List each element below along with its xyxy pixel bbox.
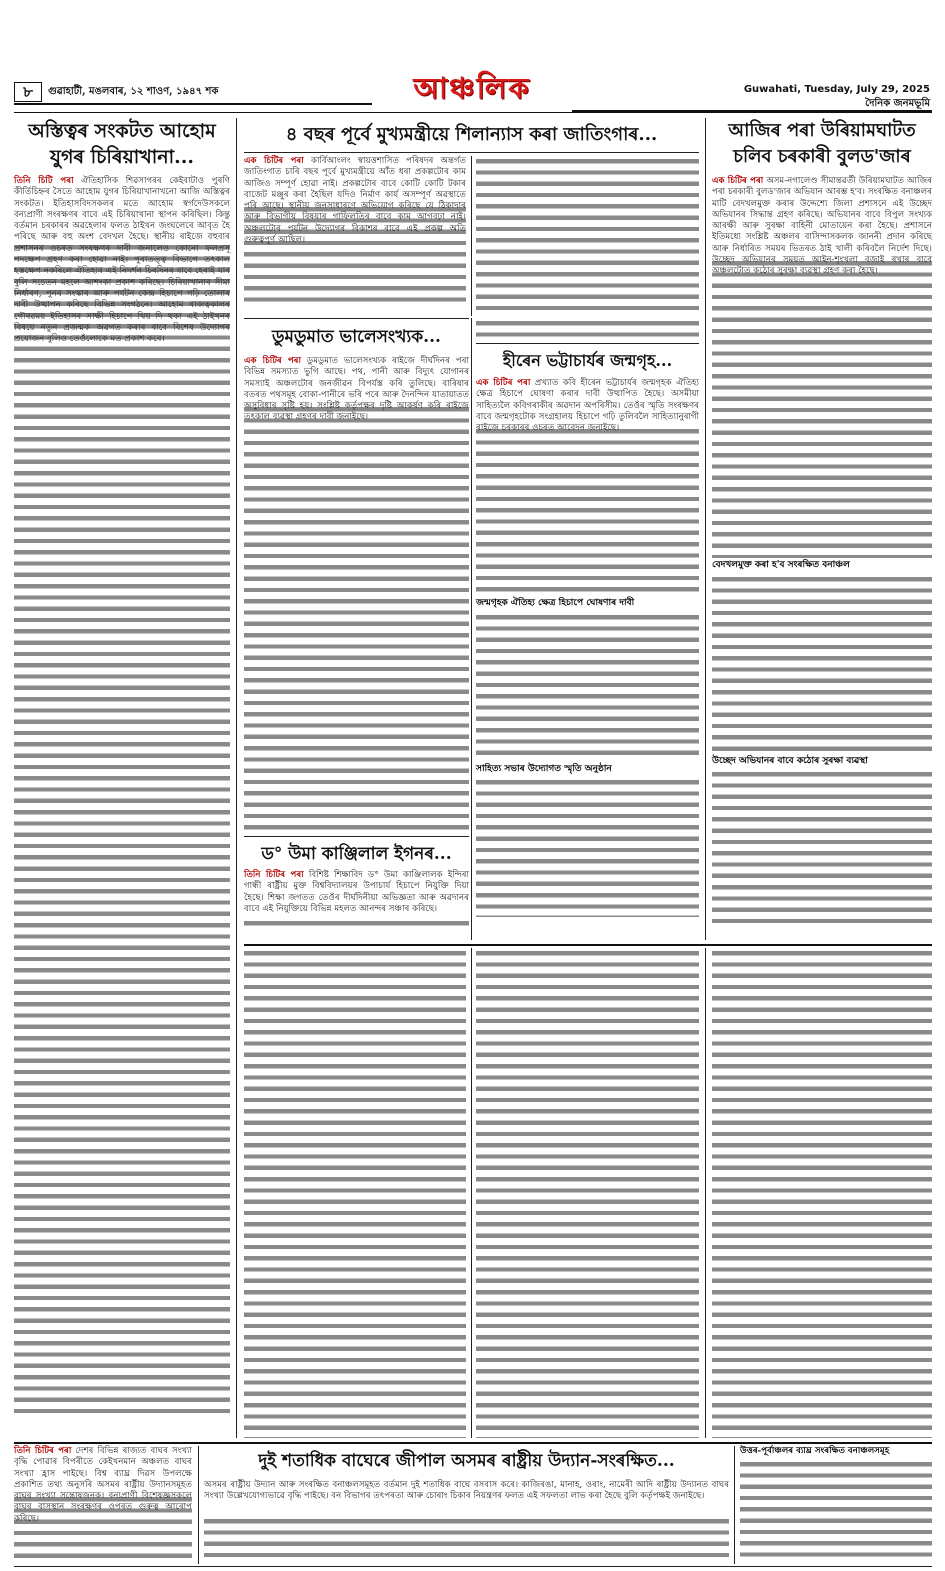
uma-headline: ড° উমা কাঞ্জিলাল ইগনৰ... bbox=[261, 844, 452, 864]
dumduma-body-continued bbox=[244, 404, 469, 832]
uma-body-text: বিশিষ্ট শিক্ষাবিদ ড° উমা কাঞ্জিলালক ইন্দিৰা গান্ধী ৰাষ্ট্ৰীয় মুক্ত বিশ্ববিদ্যালয়ৰ উপাচাৰ্য হিচাপে নিযুক্তি দিয়া হৈছে। শিক্ষা জগতত তেওঁৰ দীৰ্ঘদিনীয়া অভিজ্ঞতা আৰু অৱদানৰ বাবে এই নিযুক্তিয়ে বিভিন্ন মহলত আনন্দৰ সঞ্চাৰ কৰিছে। bbox=[244, 870, 470, 914]
tiger-left-body bbox=[14, 1446, 192, 1524]
uma-article bbox=[244, 840, 469, 940]
date-bengali: গুৱাহাটী, মঙলবাৰ, ১২ শাওণ, ১৯৪৭ শক bbox=[48, 86, 219, 97]
hiren-body-continued-2 bbox=[476, 612, 699, 762]
left-body-continued bbox=[14, 242, 230, 1417]
right-lower-col bbox=[712, 948, 932, 1438]
dumduma-article bbox=[244, 322, 469, 834]
page-number: ৮ bbox=[14, 82, 42, 102]
hiren-article bbox=[476, 346, 699, 940]
left-headline-2: যুগৰ চিৰিয়াখানা... bbox=[50, 146, 194, 168]
hiren-body-continued-1 bbox=[476, 426, 699, 596]
mid-article-1-col2 bbox=[476, 156, 699, 316]
right-body-continued-3 bbox=[712, 769, 932, 929]
right-body-continued-1 bbox=[712, 258, 932, 558]
rule-tiger-right bbox=[734, 1446, 735, 1564]
left-body bbox=[14, 176, 230, 345]
masthead bbox=[0, 0, 945, 112]
rule-left bbox=[236, 118, 237, 1438]
uma-body bbox=[244, 870, 469, 916]
hiren-dateline: এক চিটিৰ পৰা bbox=[476, 378, 531, 388]
section-title: আঞ্চলিক bbox=[413, 71, 531, 105]
tiger-main-body-continued bbox=[204, 1516, 729, 1562]
mid-headline: ৪ বছৰ পূৰ্বে মুখ্যমন্ত্ৰীয়ে শিলান্যাস কৰা জাতিংগাৰ... bbox=[285, 124, 658, 145]
masthead-rule-bottom bbox=[14, 112, 932, 113]
dumduma-dateline: এক চিটিৰ পৰা bbox=[244, 356, 302, 366]
bottom-section-rule bbox=[244, 944, 932, 946]
rule-mid-inner-2 bbox=[471, 318, 472, 940]
rule-right-lower bbox=[705, 948, 706, 1438]
tiger-rule-top bbox=[14, 1442, 932, 1444]
right-headline-2: চলিব চৰকাৰী বুলড'জাৰ bbox=[733, 146, 911, 167]
right-dateline: এক চিটিৰ পৰা bbox=[712, 176, 764, 186]
tiger-subhead: উত্তৰ-পূৰ্বাঞ্চলৰ ব্যাঘ্ৰ সংৰক্ষিত বনাঞ্চলসমূহ bbox=[740, 1446, 890, 1456]
hiren-subhead-1: জন্মগৃহক ঐতিহ্য ক্ষেত্ৰ হিচাপে ঘোষণাৰ দাবী bbox=[476, 598, 635, 608]
right-headline-1: আজিৰ পৰা উৰিয়ামঘাটত bbox=[728, 120, 916, 141]
uma-body-continued bbox=[244, 918, 469, 930]
dumduma-body-text: ডুমডুমাত ভালেসংখ্যক ৰাইজে দীৰ্ঘদিনৰ পৰা বিভিন্ন সমস্যাত ভুগি আছে। পথ, পানী আৰু বিদ্যুৎ যোগানৰ সমস্যাই অঞ্চলটোৰ জনজীৱন বিপৰ্যস্ত কৰি তুলিছে। বাৰিষাৰ বতৰত পথসমূহ বোকা-পানীৰে ভৰি পৰে আৰু দৈনন্দিন যাতায়াতত অসুবিধাৰ সৃষ্টি হয়। সংশ্লিষ্ট কৰ্তৃপক্ষৰ দৃষ্টি আকৰ্ষণ কৰি ৰাইজে তৎকাল ব্যৱস্থা গ্ৰহণৰ দাবী জনাইছে। bbox=[244, 356, 470, 423]
mid-headline-rule bbox=[244, 152, 699, 153]
hiren-body-continued-3 bbox=[476, 777, 699, 917]
uma-dateline: তিনি চিটিৰ পৰা bbox=[244, 870, 304, 880]
mid-lower-col2 bbox=[476, 948, 699, 1438]
right-article bbox=[712, 118, 932, 940]
left-article bbox=[14, 118, 230, 1438]
right-body bbox=[712, 176, 933, 277]
masthead-rule-top bbox=[14, 103, 372, 105]
hiren-body-text: প্ৰখ্যাত কবি হীৰেন ভট্টাচাৰ্যৰ জন্মগৃহক ঐতিহ্য ক্ষেত্ৰ হিচাপে ঘোষণা কৰাৰ দাবী উত্থাপিত হৈছে। অসমীয়া সাহিত্যলৈ কবিগৰাকীৰ অৱদান অপৰিসীম। তেওঁৰ স্মৃতি সংৰক্ষণৰ বাবে জন্মগৃহটোক সংগ্ৰহালয় হিচাপে গঢ়ি তুলিবলৈ সাহিত্যানুৰাগী ৰাইজে চৰকাৰৰ ওচৰত আবেদন জনাইছে। bbox=[476, 378, 700, 434]
mid-dateline-1: এক চিটিৰ পৰা bbox=[244, 156, 304, 166]
mid-article-1 bbox=[244, 156, 466, 316]
mid-headline-box bbox=[244, 118, 699, 152]
rule-tiger-left bbox=[198, 1446, 199, 1564]
dumduma-rule-top bbox=[244, 318, 469, 319]
hiren-body bbox=[476, 378, 700, 434]
tiger-main-body: অসমৰ ৰাষ্ট্ৰীয় উদ্যান আৰু সংৰক্ষিত বনাঞ্চলসমূহত বৰ্তমান দুই শতাধিক বাঘে বসবাস কৰে। কাজিৰঙা, মানাহ, ওৰাং, নামেৰী আদি ৰাষ্ট্ৰীয় উদ্যানত বাঘৰ সংখ্যা উল্লেখযোগ্যভাৱে বৃদ্ধি পাইছে। বন বিভাগৰ তৎপৰতা আৰু চোৰাং চিকাৰ নিয়ন্ত্ৰণৰ ফলত এই সফলতা লাভ কৰা হৈছে বুলি কৰ্তৃপক্ষই জনাইছে। bbox=[204, 1480, 729, 1502]
paper-name: দৈনিক জনমভূমি bbox=[865, 98, 930, 109]
tiger-left-dateline: তিনি চিটিৰ পৰা bbox=[14, 1446, 72, 1456]
tiger-main-cols bbox=[204, 1480, 729, 1564]
dumduma-headline: ডুমডুমাত ভালেসংখ্যক... bbox=[272, 327, 441, 347]
left-body-text: ঐতিহাসিক শিৱসাগৰৰ কেইবাটাও পুৰণি কীৰ্তিচিহ্নৰ সৈতে আহোম যুগৰ চিৰিয়াখানাখনো আজি অস্তিত্বৰ সংকটত। ইতিহাসবিদসকলৰ মতে আহোম স্বৰ্গদেউসকলে বন্যপ্ৰাণী সংৰক্ষণৰ বাবে এই চিৰিয়াখানা স্থাপন কৰিছিল। কিন্তু বৰ্তমান চৰকাৰৰ অৱহেলাৰ ফলত ঠাইখন জংঘলেৰে আবৃত হৈ পৰিছে আৰু বহু অংশ বেদখল হৈছে। স্থানীয় ৰাইজে বহুবাৰ প্ৰশাসনৰ ওচৰত সংৰক্ষণৰ দাবী জনালেও কোনো ফলপ্ৰসূ পদক্ষেপ গ্ৰহণ কৰা হোৱা নাই। পুৰাতত্ত্ব বিভাগে তৎকাল হস্তক্ষেপ নকৰিলে ঐতিহ্যৰ এই নিদৰ্শন চিৰদিনৰ বাবে হেৰাই যাব বুলি সচেতন মহলে আশংকা প্ৰকাশ কৰিছে। চিৰিয়াখানাৰ সীমা নিৰ্ধাৰণ, পুনৰ সংস্কাৰ আৰু পৰ্যটন কেন্দ্ৰ হিচাপে গঢ়ি তোলাৰ দাবী উত্থাপন কৰিছে বিভিন্ন সংগঠনে। আহোম ৰাজত্বকালৰ গৌৰৱময় ইতিহাসৰ সাক্ষী হিচাপে থিয় দি থকা এই ঠাইখনৰ বিষয়ে নতুন প্ৰজন্মক অৱগত কৰাৰ বাবে বিশেষ উদ্যোগৰ প্ৰয়োজন বুলিও তেওঁলোকে মত প্ৰকাশ কৰে। bbox=[14, 176, 230, 345]
page-bottom-rule bbox=[14, 1566, 932, 1567]
left-dateline: তিনি চিটি পৰা bbox=[14, 176, 74, 186]
rule-mid-inner-1 bbox=[471, 156, 472, 316]
tiger-right-col bbox=[740, 1446, 932, 1564]
mid-lower-col1 bbox=[244, 948, 466, 1438]
tiger-main-article bbox=[204, 1446, 932, 1564]
hiren-headline: হীৰেন ভট্টাচাৰ্যৰ জন্মগৃহ... bbox=[502, 351, 673, 370]
section-title-box bbox=[372, 70, 572, 110]
hiren-rule-top bbox=[476, 343, 699, 344]
left-headline-1: অস্তিত্বৰ সংকটত আহোম bbox=[28, 120, 216, 142]
right-subhead-1: বেদখলমুক্ত কৰা হ'ব সংৰক্ষিত বনাঞ্চল bbox=[712, 560, 850, 570]
dumduma-body bbox=[244, 356, 470, 423]
right-body-continued-2 bbox=[712, 574, 932, 754]
mid-body-1-text: কাৰ্বিআংলং স্বায়ত্তশাসিত পৰিষদৰ অন্তৰ্গত জাতিংগাত চাৰি বছৰ পূৰ্বে মুখ্যমন্ত্ৰীয়ে আঁত ধৰা প্ৰকল্পটোৰ কাম আজিও সম্পূৰ্ণ হোৱা নাই। প্ৰকল্পটোৰ বাবে কোটি কোটি টকাৰ বাজেট মঞ্জুৰ কৰা হৈছিল যদিও নিৰ্মাণ কাৰ্য অসম্পূৰ্ণ অৱস্থাতে পৰি আছে। স্থানীয় জনসাধাৰণে অভিযোগ কৰিছে যে ঠিকাদাৰ আৰু বিভাগীয় বিষয়াৰ গাফিলতিৰ বাবে কাম আগবঢ়া নাই। অঞ্চলটোৰ পৰ্যটন উদ্যোগৰ বিকাশৰ বাবে এই প্ৰকল্প অতি গুৰুত্বপূৰ্ণ আছিল। bbox=[244, 156, 467, 246]
mid-body-1 bbox=[244, 156, 467, 246]
right-subhead-2: উচ্ছেদ অভিযানৰ বাবে কঠোৰ সুৰক্ষা ব্যৱস্থা bbox=[712, 755, 868, 766]
right-body-text: অসম-নগালেণ্ড সীমান্তৱৰ্তী উৰিয়ামঘাটত আজিৰ পৰা চৰকাৰী বুলড'জাৰ অভিযান আৰম্ভ হ'ব। সংৰক্ষিত বনাঞ্চলৰ মাটি বেদখলমুক্ত কৰাৰ উদ্দেশ্যে জিলা প্ৰশাসনে এই উচ্ছেদ অভিযানৰ সিদ্ধান্ত গ্ৰহণ কৰিছে। অভিযানৰ বাবে বিপুল সংখ্যক আৰক্ষী আৰু সুৰক্ষা বাহিনী মোতায়েন কৰা হৈছে। প্ৰশাসনে ইতিমধ্যে সংশ্লিষ্ট অঞ্চলৰ বাসিন্দাসকলক জাননী প্ৰদান কৰিছে আৰু নিৰ্ধাৰিত সময়ৰ ভিতৰত ঠাই খালী কৰিবলৈ নিৰ্দেশ দিছে। উচ্ছেদ অভিযানৰ সময়ত আইন-শৃংখলা বজাই ৰখাৰ বাবে অঞ্চলটোত কঠোৰ সুৰক্ষা ব্যৱস্থা গ্ৰহণ কৰা হৈছে। bbox=[712, 176, 933, 277]
tiger-left-body-text: দেশৰ বিভিন্ন ৰাজ্যত বাঘৰ সংখ্যা বৃদ্ধি পোৱাৰ বিপৰীতে কেইখনমান অঞ্চলত বাঘৰ সংখ্যা হ্ৰাস পাইছে। বিশ্ব ব্যাঘ্ৰ দিৱস উপলক্ষে প্ৰকাশিত তথ্য অনুসৰি অসমৰ ৰাষ্ট্ৰীয় উদ্যানসমূহত বাঘৰ সংখ্যা সন্তোষজনক। বন্যপ্ৰাণী বিশেষজ্ঞসকলে বাঘৰ বাসস্থান সংৰক্ষণৰ ওপৰত গুৰুত্ব আৰোপ কৰিছে। bbox=[14, 1446, 192, 1524]
tiger-left-article bbox=[14, 1446, 192, 1564]
rule-right bbox=[705, 118, 706, 940]
date-english: Guwahati, Tuesday, July 29, 2025 bbox=[743, 84, 930, 95]
uma-rule-top bbox=[244, 836, 469, 837]
tiger-right-body-continued bbox=[740, 1459, 932, 1563]
hiren-subhead-2: সাহিত্য সভাৰ উদ্যোগত স্মৃতি অনুষ্ঠান bbox=[476, 763, 612, 774]
rule-mid-lower bbox=[471, 948, 472, 1438]
center2-article-top bbox=[476, 318, 699, 340]
tiger-headline: দুই শতাধিক বাঘেৰে জীপাল অসমৰ ৰাষ্ট্ৰীয় উদ্যান-সংৰক্ষিত... bbox=[258, 1451, 675, 1471]
